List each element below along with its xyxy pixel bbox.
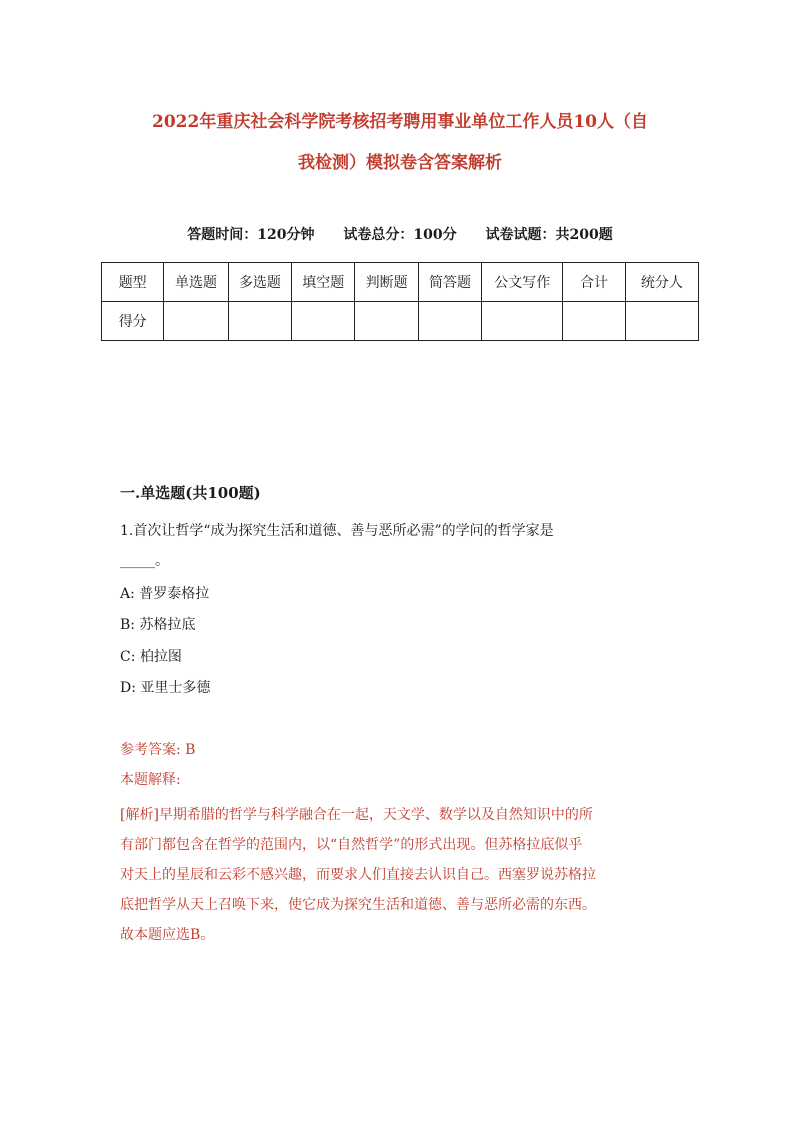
section-title: 一.单选题(共100题) [120,484,261,502]
exam-time: 答题时间：120分钟 [187,227,315,243]
explanation-line: 对天上的星辰和云彩不感兴趣，而要求人们直接去认识自己。西塞罗说苏格拉 [120,867,596,883]
score-header-cell: 填空题 [292,263,355,302]
explanation-line: 有部门都包含在哲学的范围内，以“自然哲学”的形式出现。但苏格拉底似乎 [120,837,583,853]
score-cell [563,302,625,341]
explanation-label: 本题解释: [120,772,181,788]
page-title-line1: 2022年重庆社会科学院考核招考聘用事业单位工作人员10人（自 [152,112,648,132]
score-cell [482,302,563,341]
score-header-cell: 合计 [563,263,625,302]
reference-answer: 参考答案: B [120,742,196,758]
score-cell [418,302,481,341]
score-cell [228,302,291,341]
option-d: D: 亚里士多德 [120,680,211,696]
score-table [101,262,699,341]
exam-meta [100,224,700,244]
question-stem-line1: 1.首次让哲学“成为探究生活和道德、善与恶所必需”的学问的哲学家是 [120,523,554,539]
exam-total: 试卷总分：100分 [343,227,457,243]
option-c: C: 柏拉图 [120,649,182,665]
explanation [120,800,680,950]
score-row-label: 得分 [102,302,164,341]
score-header-cell: 题型 [102,263,164,302]
score-table-header-row [102,263,699,302]
score-cell [292,302,355,341]
exam-count: 试卷试题：共200题 [485,227,613,243]
score-cell [355,302,418,341]
score-header-cell: 多选题 [228,263,291,302]
explanation-line: 故本题应选B。 [120,927,215,943]
score-header-cell: 公文写作 [482,263,563,302]
explanation-line: 底把哲学从天上召唤下来，使它成为探究生活和道德、善与恶所必需的东西。 [120,897,596,913]
page-title-line2: 我检测）模拟卷含答案解析 [298,153,502,173]
score-header-cell: 简答题 [418,263,481,302]
score-header-cell: 统分人 [625,263,698,302]
score-cell [625,302,698,341]
explanation-line: [解析]早期希腊的哲学与科学融合在一起，天文学、数学以及自然知识中的所 [120,807,593,823]
option-b: B: 苏格拉底 [120,617,196,633]
score-header-cell: 单选题 [164,263,228,302]
score-table-score-row [102,302,699,341]
question-stem-line2: _____。 [120,553,169,569]
score-cell [164,302,228,341]
score-header-cell: 判断题 [355,263,418,302]
option-a: A: 普罗泰格拉 [120,586,210,602]
